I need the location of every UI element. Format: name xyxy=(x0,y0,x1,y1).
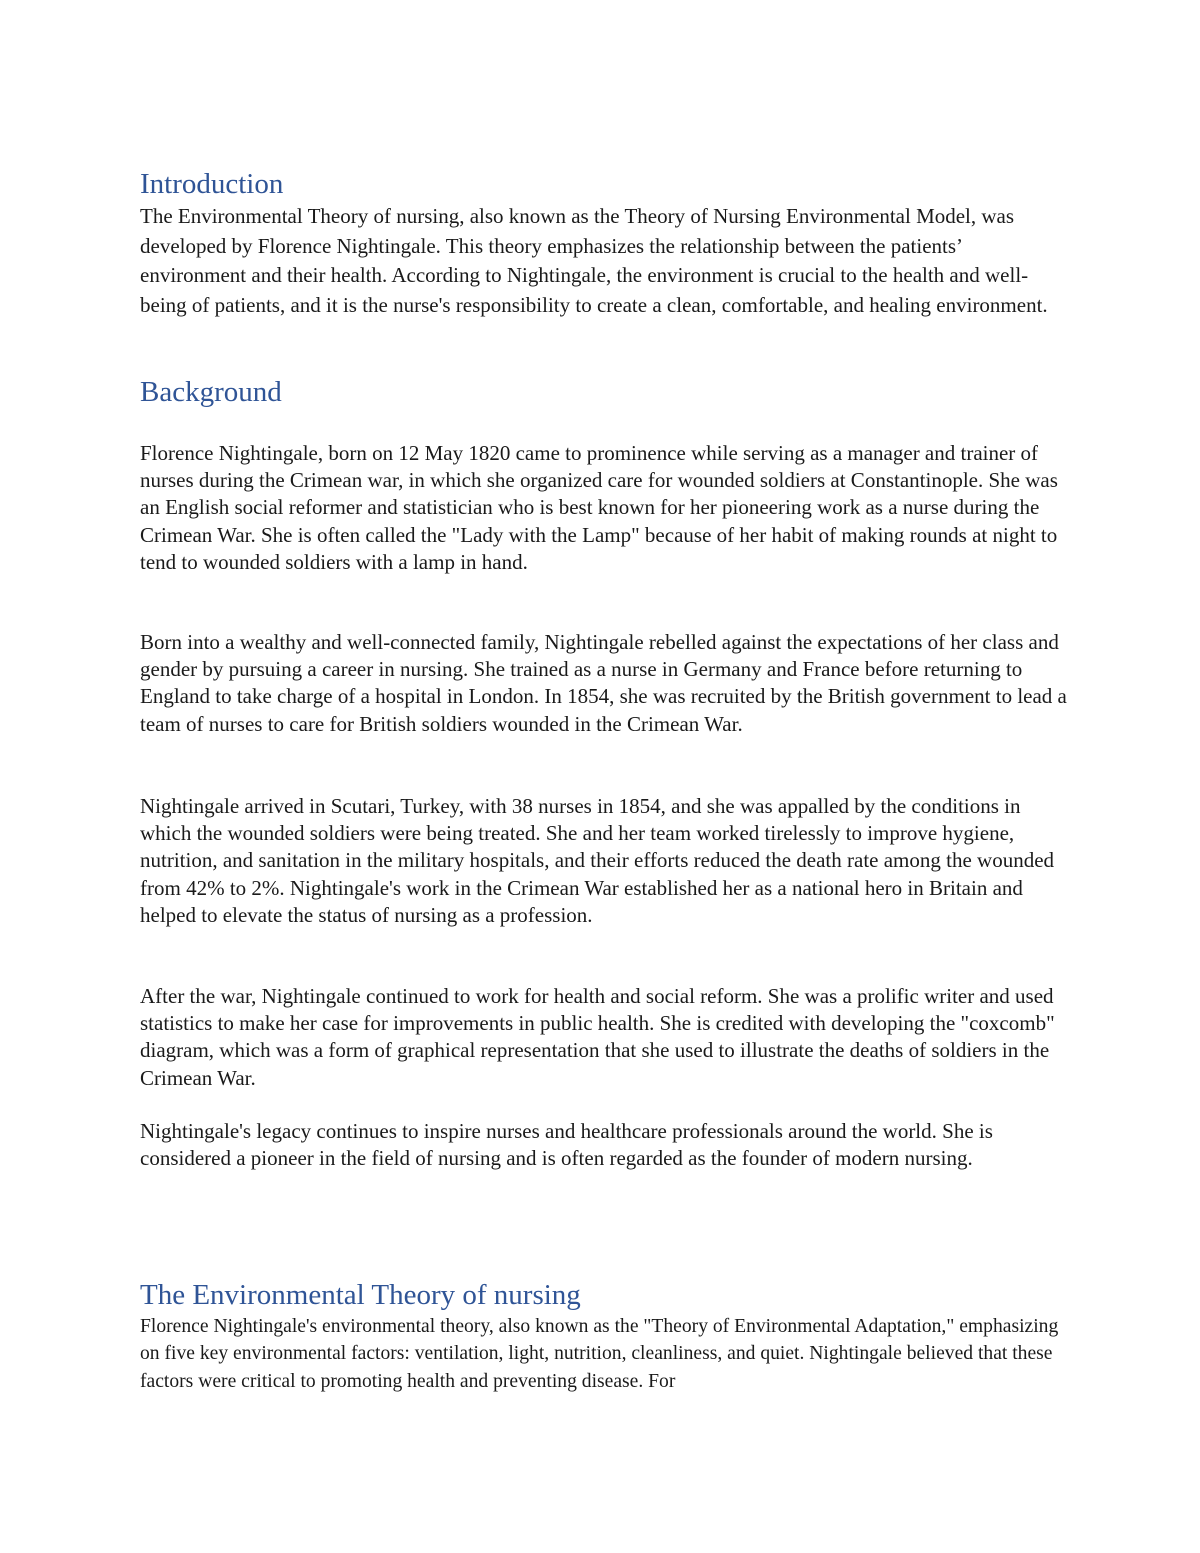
background-paragraph: Nightingale arrived in Scutari, Turkey, with 38 nurses in 1854, and she was appalled by the conditions in which the wounded soldiers were being treated. She and her team worked tirelessly to improve hygiene, nutrition, and sanitation in the military hospitals, and their efforts reduced the death rate among the wounded from 42% to 2%. Nightingale's work in the Crimean War established her as a national hero in Britain and helped to elevate the status of nursing as a profession. xyxy=(140,794,1055,927)
background-paragraph: Florence Nightingale, born on 12 May 1820 came to prominence while serving as a manager and trainer of nurses during the Crimean war, in which she organized care for wounded soldiers at Constantinople. She was an English social reformer and statistician who is best known for her pioneering work as a nurse during the Crimean War. She is often called the "Lady with the Lamp" because of her habit of making rounds at night to tend to wounded soldiers with a lamp in hand. xyxy=(140,441,1058,574)
introduction-section xyxy=(140,166,1070,320)
background-paragraph: After the war, Nightingale continued to work for health and social reform. She was a prolific writer and used statistics to make her case for improvements in public health. She is credited with developing the "coxcomb" diagram, which was a form of graphical representation that she used to illustrate the deaths of soldiers in the Crimean War. xyxy=(140,984,1055,1090)
background-paragraph: Born into a wealthy and well-connected family, Nightingale rebelled against the expectations of her class and gender by pursuing a career in nursing. She trained as a nurse in Germany and France before returning to England to take charge of a hospital in London. In 1854, she was recruited by the British government to lead a team of nurses to care for British soldiers wounded in the Crimean War. xyxy=(140,630,1067,736)
environmental-theory-section xyxy=(140,1277,1070,1395)
background-paragraph: Nightingale's legacy continues to inspire nurses and healthcare professionals around the world. She is considered a pioneer in the field of nursing and is often regarded as the founder of modern nursing. xyxy=(140,1119,993,1171)
background-paragraph-3-wrap xyxy=(140,793,1070,929)
background-paragraph-2-wrap xyxy=(140,629,1070,738)
introduction-paragraph: The Environmental Theory of nursing, also known as the Theory of Nursing Environmental Model, was developed by Florence Nightingale. This theory emphasizes the relationship between the patients’ environment and their health. According to Nightingale, the environment is crucial to the health and well-being of patients, and it is the nurse's responsibility to create a clean, comfortable, and healing environment. xyxy=(140,204,1048,317)
background-paragraph-1-wrap xyxy=(140,440,1070,576)
background-paragraph-5-wrap xyxy=(140,1118,1070,1172)
background-paragraph-4-wrap xyxy=(140,983,1070,1092)
environmental-theory-paragraph: Florence Nightingale's environmental theory, also known as the "Theory of Environmental Adaptation," emphasizing on five key environmental factors: ventilation, light, nutrition, cleanliness, and quiet. Nightingale believed that these factors were critical to promoting health and preventing disease. For xyxy=(140,1316,1059,1392)
introduction-heading: Introduction xyxy=(140,168,284,200)
environmental-theory-heading: The Environmental Theory of nursing xyxy=(140,1279,581,1311)
background-heading: Background xyxy=(140,376,282,408)
background-section xyxy=(140,374,1070,410)
